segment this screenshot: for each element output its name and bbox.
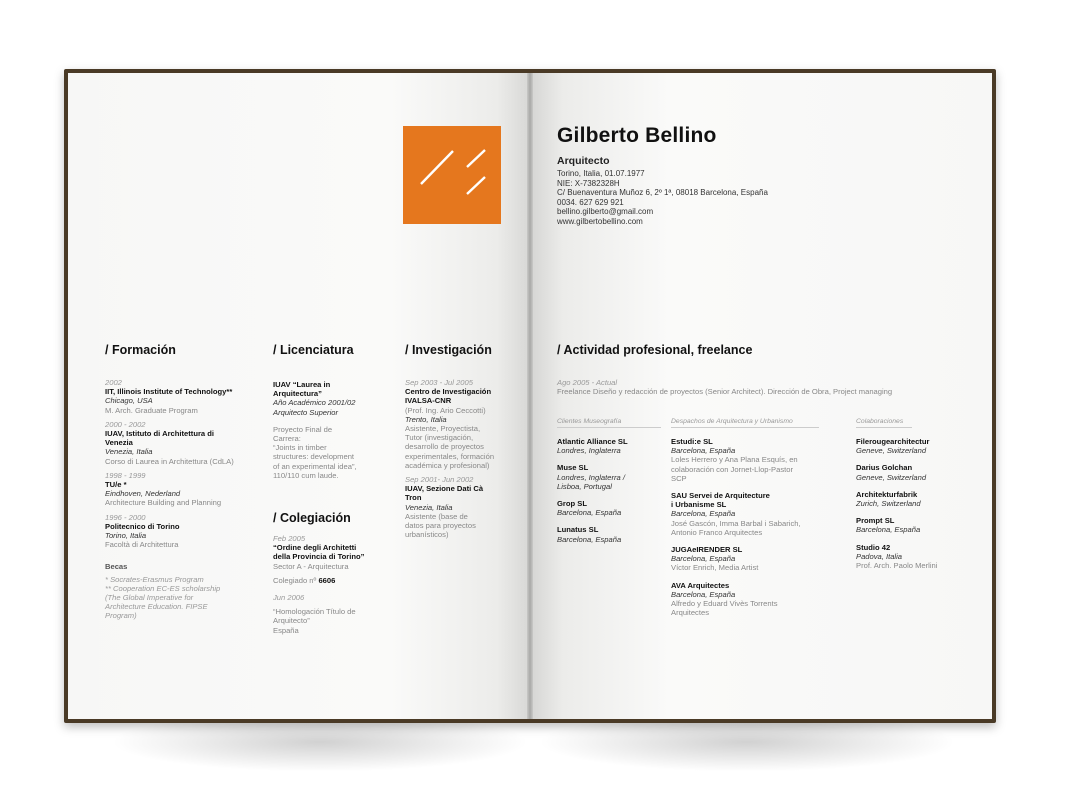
clientes-column xyxy=(557,437,665,544)
entry-place: Geneve, Switzerland xyxy=(856,472,927,482)
entry-date: Feb 2005 xyxy=(273,534,306,543)
entry-desc: datos para proyectos xyxy=(405,521,476,531)
entry-desc: Corso di Laurea in Architettura (CdLA) xyxy=(105,456,234,466)
entry-name: JUGAeIRENDER SL xyxy=(671,545,743,555)
entry-desc: Alfredo y Eduard Vivès Torrents xyxy=(671,599,778,609)
entry-name: TU/e * xyxy=(105,480,127,490)
logo xyxy=(403,126,501,224)
entry-place: Eindhoven, Nederland xyxy=(105,489,181,499)
entry-place: Barcelona, España xyxy=(557,508,622,518)
actividad-intro xyxy=(557,378,977,396)
contact-line: NIE: X-7382328H xyxy=(557,178,620,188)
entry-place: Trento, Italia xyxy=(405,414,447,424)
book-spine xyxy=(527,73,533,719)
entry-desc: Freelance Diseño y redacción de proyectos (Senior Architect). Dirección de Obra, Project managing xyxy=(557,387,893,397)
heading-colegiacion: / Colegiación xyxy=(273,511,351,525)
entry-desc: Proyecto Final de xyxy=(273,424,333,434)
entry-place: Lisboa, Portugal xyxy=(557,481,612,491)
entry-name: Atlantic Alliance SL xyxy=(557,437,628,446)
entry-desc: José Gascón, Imma Barbal i Sabarich, xyxy=(671,518,801,528)
entry-desc: Arquitecto” xyxy=(273,616,310,626)
becas-line: Architecture Education. FIPSE xyxy=(105,602,208,612)
entry-place: Barcelona, España xyxy=(557,534,622,544)
entry-desc: Víctor Enrich, Media Artist xyxy=(671,563,759,573)
entry-name: Arquitectura” xyxy=(273,389,322,399)
entry-place: Venezia, Italia xyxy=(105,447,153,457)
entry-name: Venezia xyxy=(105,438,133,448)
heading-formacion: / Formación xyxy=(105,343,176,357)
colegiado-value: 6606 xyxy=(318,575,336,585)
entry-name: IIT, Illinois Institute of Technology** xyxy=(105,387,233,397)
entry-desc: M. Arch. Graduate Program xyxy=(105,405,198,415)
entry-desc: 110/110 cum laude. xyxy=(273,470,339,480)
entry-desc: urbanísticos) xyxy=(405,530,449,540)
entry-date: Sep 2003 - Jul 2005 xyxy=(405,378,473,387)
becas-line: * Socrates-Erasmus Program xyxy=(105,574,204,584)
contact-line: 0034. 627 629 921 xyxy=(557,197,624,207)
entry-desc: Loles Herrero y Ana Plana Esquís, en xyxy=(671,455,798,465)
entry-name: Tron xyxy=(405,493,422,503)
entry-desc: “Joints in timber xyxy=(273,443,327,453)
cv-role: Arquitecto xyxy=(557,155,610,167)
entry-desc: (Prof. Ing. Ario Ceccotti) xyxy=(405,405,486,415)
entry-name: Estudi:e SL xyxy=(671,437,713,446)
entry-name: Grop SL xyxy=(557,499,587,509)
entry-name: Prompt SL xyxy=(856,516,895,526)
entry-desc: colaboración con Jornet-Llop-Pastor xyxy=(671,464,793,474)
entry-name: Filerougearchitectur xyxy=(856,437,930,446)
entry-desc: “Homologación Título de xyxy=(273,607,356,617)
entry-desc: Arquitectes xyxy=(671,608,709,618)
colegiado-number xyxy=(273,576,398,585)
entry-date: 2002 xyxy=(105,378,122,387)
entry-name: Politecnico di Torino xyxy=(105,521,180,531)
entry-name: IUAV, Istituto di Architettura di xyxy=(105,429,214,439)
entry-date: Sep 2001- Jun 2002 xyxy=(405,475,474,485)
entry-place: Zurich, Switzerland xyxy=(856,499,921,509)
formacion-column xyxy=(105,378,265,621)
entry-name: Studio 42 xyxy=(856,542,891,552)
entry-desc: Asistente, Proyectista, xyxy=(405,424,481,434)
colegiacion-column xyxy=(273,534,398,635)
logo-slash-icon xyxy=(403,126,501,224)
entry-desc: Architecture Building and Planning xyxy=(105,498,222,508)
contact-email: bellino.gilberto@gmail.com xyxy=(557,207,654,217)
entry-desc: Carrera: xyxy=(273,434,301,444)
entry-place: Barcelona, España xyxy=(671,509,736,519)
entry-place: Arquitecto Superior xyxy=(273,407,339,417)
contact-block xyxy=(557,169,768,227)
entry-desc: experimentales, formación xyxy=(405,451,495,461)
despachos-label: Despachos de Arquitectura y Urbanismo xyxy=(671,418,819,428)
entry-place: Barcelona, España xyxy=(671,446,736,456)
colaboraciones-label: Colaboraciones xyxy=(856,418,912,428)
clientes-label: Clientes Museografía xyxy=(557,418,661,428)
entry-desc: of an experimental idea”, xyxy=(273,461,357,471)
heading-investigacion: / Investigación xyxy=(405,343,492,357)
entry-name: della Provincia di Torino” xyxy=(273,552,365,562)
cv-name: Gilberto Bellino xyxy=(557,124,717,147)
becas-title: Becas xyxy=(105,562,128,572)
entry-desc: Sector A - Arquitectura xyxy=(273,561,349,571)
entry-desc: Asistente (base de xyxy=(405,511,468,521)
entry-name: IVALSA-CNR xyxy=(405,396,452,406)
entry-name: Darius Golchan xyxy=(856,463,913,473)
entry-place: Padova, Italia xyxy=(856,551,903,561)
entry-desc: España xyxy=(273,625,299,635)
entry-place: Barcelona, España xyxy=(671,589,736,599)
entry-place: Barcelona, España xyxy=(856,525,921,535)
entry-place: Londres, Inglaterra / xyxy=(557,472,625,482)
investigacion-column xyxy=(405,378,515,539)
contact-line: C/ Buenaventura Muñoz 6, 2º 1ª, 08018 Barcelona, España xyxy=(557,188,768,198)
entry-date: Ago 2005 - Actual xyxy=(557,378,618,387)
colaboraciones-column xyxy=(856,437,966,570)
despachos-column xyxy=(671,437,851,617)
entry-desc: Facoltà di Architettura xyxy=(105,540,179,550)
entry-name: “Ordine degli Architetti xyxy=(273,543,357,553)
entry-place: Año Académico 2001/02 xyxy=(273,398,356,408)
licenciatura-column xyxy=(273,380,398,480)
entry-name: i Urbanisme SL xyxy=(671,500,727,510)
contact-line: Torino, Italia, 01.07.1977 xyxy=(557,169,645,178)
entry-place: Chicago, USA xyxy=(105,396,153,406)
entry-name: IUAV, Sezione Dati Cà xyxy=(405,484,484,494)
entry-date: 1996 - 2000 xyxy=(105,512,146,522)
contact-website: www.gilbertobellino.com xyxy=(557,216,643,226)
entry-place: Venezia, Italia xyxy=(405,502,453,512)
colegiado-label: Colegiado nº xyxy=(273,575,317,585)
entry-date: 2000 - 2002 xyxy=(105,419,146,429)
entry-desc: Prof. Arch. Paolo Merlini xyxy=(856,561,938,571)
entry-place: Barcelona, España xyxy=(671,554,736,564)
entry-date: Jun 2006 xyxy=(273,593,305,603)
entry-desc: desarrollo de proyectos xyxy=(405,442,484,452)
entry-desc: structures: development xyxy=(273,452,355,462)
entry-name: IUAV “Laurea in xyxy=(273,380,331,389)
becas-line: ** Cooperation EC-ES scholarship xyxy=(105,583,221,593)
becas-line: Program) xyxy=(105,611,137,621)
heading-actividad: / Actividad profesional, freelance xyxy=(557,343,753,357)
entry-desc: SCP xyxy=(671,473,687,483)
heading-licenciatura: / Licenciatura xyxy=(273,343,354,357)
entry-desc: académica y profesional) xyxy=(405,460,490,470)
entry-place: Londres, Inglaterra xyxy=(557,446,621,456)
entry-place: Torino, Italia xyxy=(105,531,147,541)
entry-name: Centro de Investigación xyxy=(405,387,492,397)
entry-name: Lunatus SL xyxy=(557,525,599,535)
entry-name: Architekturfabrik xyxy=(856,489,918,499)
entry-name: Muse SL xyxy=(557,463,589,473)
entry-name: AVA Arquitectes xyxy=(671,580,730,590)
entry-name: SAU Servei de Arquitecture xyxy=(671,491,770,501)
entry-date: 1998 - 1999 xyxy=(105,470,146,480)
entry-place: Geneve, Switzerland xyxy=(856,446,927,456)
becas-line: (The Global Imperative for xyxy=(105,593,194,603)
entry-desc: Tutor (investigación, xyxy=(405,433,474,443)
entry-desc: Antonio Franco Arquitectes xyxy=(671,527,763,537)
